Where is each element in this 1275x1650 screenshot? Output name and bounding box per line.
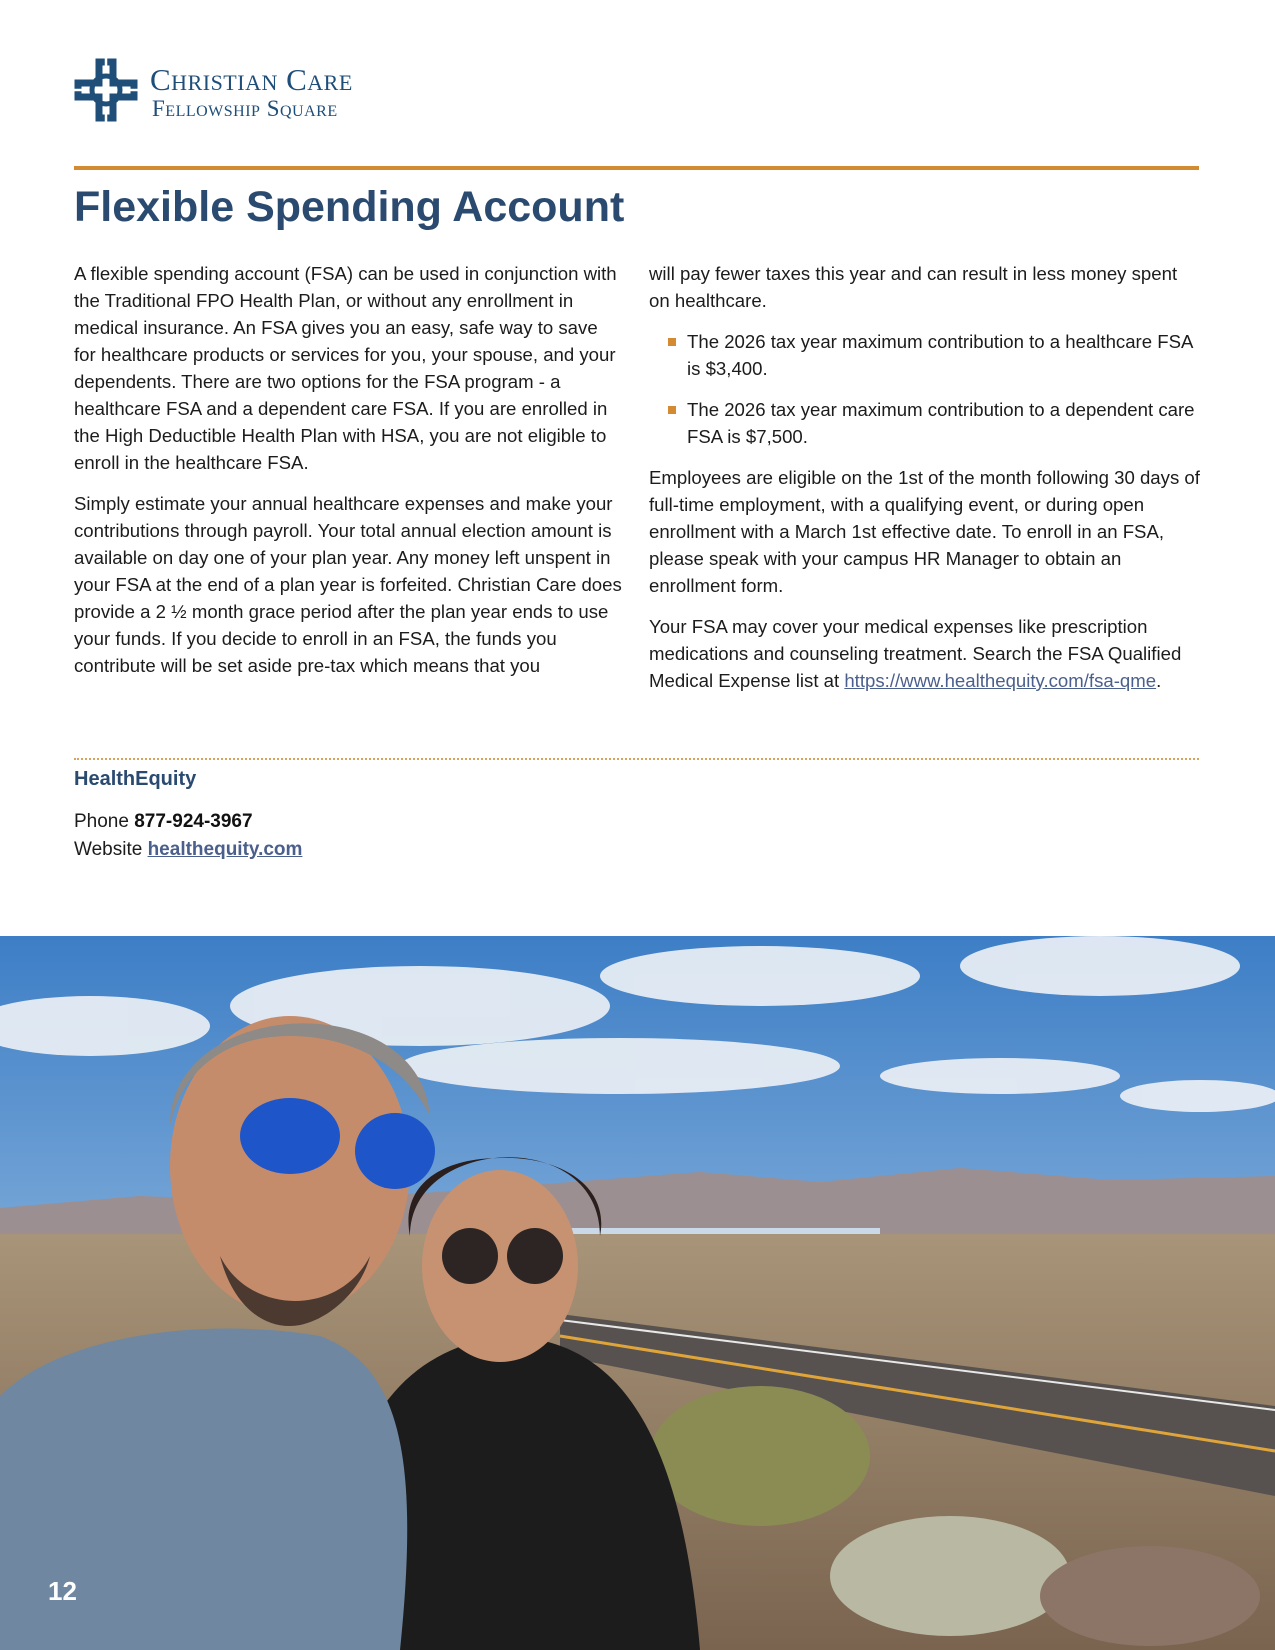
website-label: Website [74,839,143,860]
contribution-limits-list [649,328,1201,450]
left-column [74,260,622,693]
contact-block [74,808,302,864]
brand-logo [72,56,382,126]
eligibility-paragraph: Employees are eligible on the 1st of the month following 30 days of full-time employment, with a qualifying event, or during open enrollment with a March 1st effective date. To enroll in an FSA, please speak with your campus HR Manager to obtain an enrollment form. [649,467,1200,596]
phone-label: Phone [74,811,129,832]
right-column [649,260,1201,708]
couple-selfie-photo [0,936,1275,1650]
interlaced-cross-logo-icon [72,56,140,124]
brand-name-line2: Fellowship Square [152,96,338,121]
page-number: 12 [48,1576,77,1606]
couple-selfie-desert-photo-icon [0,936,1275,1650]
continued-paragraph: will pay fewer taxes this year and can result in less money spent on healthcare. [649,263,1178,311]
list-item: The 2026 tax year maximum contribution to a healthcare FSA is $3,400. [687,328,1201,382]
coverage-text: Your FSA may cover your medical expenses like prescription medications and counseling treatment. Search the FSA Qualified Medical Expense list at [649,616,1182,691]
phone-row [74,808,302,836]
phone-number: 877-924-3967 [134,811,253,832]
contact-divider [74,758,1199,760]
website-row [74,836,302,864]
header-divider [74,166,1199,170]
website-link[interactable]: healthequity.com [147,839,303,860]
brand-name-line1: Christian Care [150,62,353,97]
page-title: Flexible Spending Account [74,183,625,231]
intro-paragraph: A flexible spending account (FSA) can be used in conjunction with the Traditional FPO Health Plan, or without any enrollment in medical insurance. An FSA gives you an easy, safe way to save for healthcare products or services for you, your spouse, and your dependents. There are two options for the FSA program - a healthcare FSA and a dependent care FSA. If you are enrolled in the High Deductible Health Plan with HSA, you are not eligible to enroll in the healthcare FSA. [74,263,617,473]
coverage-end: . [1156,670,1162,691]
vendor-name: HealthEquity [74,768,197,790]
coverage-paragraph [649,613,1201,694]
fsa-qme-link[interactable]: https://www.healthequity.com/fsa-qme [844,670,1157,691]
contributions-paragraph: Simply estimate your annual healthcare expenses and make your contributions through payroll. Your total annual election amount is available on day one of your plan year. Any money left unspent in your FSA at the end of a plan year is forfeited. Christian Care does provide a 2 ½ month grace period after the plan year ends to use your funds. If you decide to enroll in an FSA, the funds you contribute will be set aside pre-tax which means that you [74,493,622,676]
list-item: The 2026 tax year maximum contribution to a dependent care FSA is $7,500. [687,396,1201,450]
